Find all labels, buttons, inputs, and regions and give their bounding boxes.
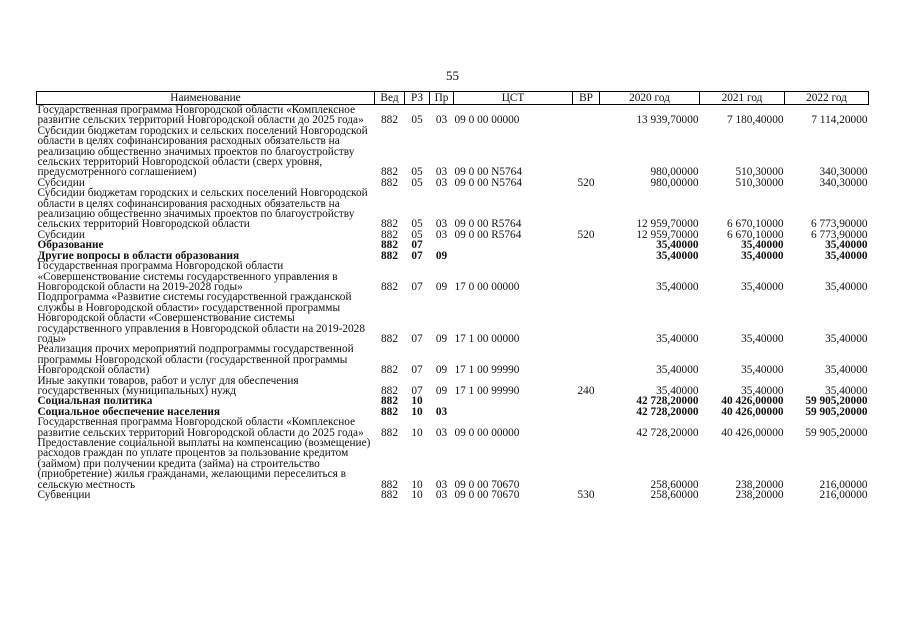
row-vr: 240 <box>577 384 595 397</box>
row-name: Социальная политика <box>37 395 153 408</box>
row-vr <box>573 126 600 178</box>
row-rz: 05 <box>411 166 423 179</box>
row-cst: 17 1 00 99990 <box>454 364 520 377</box>
row-rz: 05 <box>411 114 423 127</box>
row-ved: 882 <box>381 239 398 252</box>
table-row <box>37 438 869 490</box>
row-vr <box>573 417 600 438</box>
table-row <box>37 344 869 375</box>
row-rz: 07 <box>411 280 423 293</box>
row-value-2022: 35,40000 <box>825 384 868 397</box>
row-pr: 09 <box>435 384 448 397</box>
row-cst: 09 0 00 R5764 <box>454 228 522 241</box>
row-cst: 09 0 00 R5764 <box>454 218 522 231</box>
row-value-2020: 258,60000 <box>650 489 699 502</box>
row-cst: 09 0 00 N5764 <box>454 176 522 189</box>
row-value-2020: 980,00000 <box>650 166 699 179</box>
row-cst: 17 1 00 00000 <box>454 332 520 345</box>
row-name: Подпрограмма «Развитие системы государственной гражданской службы в Новгородской области» государственной программы Новгородской области «Совершенствование системы государственного управления в Новгородской области на 2019-2028 годы» <box>37 291 365 345</box>
table-body <box>37 105 869 501</box>
row-value-2022: 59 905,20000 <box>805 405 868 418</box>
row-value-2021: 6 670,10000 <box>727 218 784 231</box>
table-row <box>37 490 869 500</box>
row-cst: 17 0 00 00000 <box>454 280 520 293</box>
row-value-2021: 510,30000 <box>735 176 784 189</box>
row-pr: 03 <box>435 426 448 439</box>
row-rz: 10 <box>411 426 423 439</box>
row-name: Государственная программа Новгородской области «Комплексное развитие сельских территорий Новгородской области до 2025 года» <box>37 104 364 127</box>
row-value-2020: 12 959,70000 <box>636 218 699 231</box>
row-ved: 882 <box>381 114 398 127</box>
row-name: Иные закупки товаров, работ и услуг для обеспечения государственных (муниципальных) нужд <box>37 374 299 397</box>
row-cst <box>454 251 573 261</box>
row-value-2021: 35,40000 <box>741 384 784 397</box>
row-value-2020: 35,40000 <box>656 332 699 345</box>
row-rz: 07 <box>411 332 423 345</box>
row-name: Реализация прочих мероприятий подпрограммы государственной программы Новгородской области (государственной программы Новгородской области) <box>37 343 354 377</box>
table-row <box>37 292 869 344</box>
row-value-2021: 6 670,10000 <box>727 228 784 241</box>
row-value-2020: 258,60000 <box>650 478 699 491</box>
row-value-2020: 35,40000 <box>656 280 699 293</box>
row-value-2022: 340,30000 <box>819 166 868 179</box>
row-vr <box>573 188 600 230</box>
table-header-row <box>37 92 869 105</box>
row-rz: 05 <box>411 176 423 189</box>
row-ved: 882 <box>381 489 398 502</box>
row-pr: 03 <box>435 114 448 127</box>
row-cst: 09 0 00 70670 <box>454 478 520 491</box>
row-value-2021: 238,20000 <box>735 489 784 502</box>
row-value-2021: 35,40000 <box>741 280 784 293</box>
header-2022: 2022 год <box>785 92 869 105</box>
row-name: Социальное обеспечение населения <box>37 405 220 418</box>
row-pr: 09 <box>435 280 448 293</box>
table-row <box>37 188 869 230</box>
row-cst <box>454 407 573 417</box>
row-rz: 07 <box>411 364 423 377</box>
row-value-2022: 216,00000 <box>819 478 868 491</box>
row-name: Государственная программа Новгородской области «Совершенствование системы государственного управления в Новгородской области на 2019-2028 годы» <box>37 260 338 293</box>
row-pr: 03 <box>435 166 448 179</box>
row-cst: 09 0 00 70670 <box>454 489 520 502</box>
row-name: Образование <box>37 239 104 252</box>
row-rz: 07 <box>411 249 423 262</box>
row-cst: 09 0 00 00000 <box>454 426 520 439</box>
row-value-2022: 6 773,90000 <box>811 228 868 241</box>
row-vr <box>573 344 600 375</box>
row-ved: 882 <box>381 405 398 418</box>
header-vr: ВР <box>573 92 600 105</box>
row-ved: 882 <box>381 384 398 397</box>
row-rz: 10 <box>411 489 423 502</box>
row-vr <box>573 407 600 417</box>
row-name: Другие вопросы в области образования <box>37 249 240 262</box>
header-pr: Пр <box>430 92 454 105</box>
row-value-2020: 42 728,20000 <box>636 405 699 418</box>
row-ved: 882 <box>381 249 398 262</box>
row-name: Субсидии <box>37 228 85 241</box>
header-cst: ЦСТ <box>454 92 573 105</box>
row-cst: 17 1 00 99990 <box>454 384 520 397</box>
row-value-2020: 12 959,70000 <box>636 228 699 241</box>
row-value-2022: 35,40000 <box>825 280 868 293</box>
row-pr: 03 <box>435 478 448 491</box>
row-value-2022: 59 905,20000 <box>805 395 868 408</box>
row-value-2021: 510,30000 <box>735 166 784 179</box>
row-value-2022: 6 773,90000 <box>811 218 868 231</box>
row-ved: 882 <box>381 426 398 439</box>
row-vr <box>573 240 600 250</box>
row-ved: 882 <box>381 166 398 179</box>
row-cst <box>454 396 573 406</box>
row-value-2021: 238,20000 <box>735 478 784 491</box>
row-value-2022: 35,40000 <box>825 249 868 262</box>
table-row <box>37 126 869 178</box>
row-ved: 882 <box>381 395 398 408</box>
row-value-2020: 35,40000 <box>656 249 699 262</box>
row-ved: 882 <box>381 364 398 377</box>
row-value-2021: 40 426,00000 <box>721 426 784 439</box>
row-value-2020: 35,40000 <box>656 239 699 252</box>
row-value-2021: 40 426,00000 <box>721 405 784 418</box>
row-ved: 882 <box>381 176 398 189</box>
row-value-2020: 35,40000 <box>656 364 699 377</box>
row-pr: 03 <box>435 489 448 502</box>
row-value-2020: 13 939,70000 <box>636 114 699 127</box>
row-value-2022: 7 114,20000 <box>811 114 868 127</box>
row-ved: 882 <box>381 228 398 241</box>
row-rz: 05 <box>411 228 423 241</box>
table-row <box>37 376 869 397</box>
row-pr: 09 <box>435 332 448 345</box>
row-vr <box>573 438 600 490</box>
header-name: Наименование <box>37 92 375 105</box>
row-pr: 03 <box>435 405 448 418</box>
row-value-2021: 40 426,00000 <box>721 395 784 408</box>
row-pr: 09 <box>435 364 448 377</box>
row-rz: 07 <box>411 239 423 252</box>
row-value-2020: 980,00000 <box>650 176 699 189</box>
row-name: Субсидии бюджетам городских и сельских поселений Новгородской области в целях софинансирования расходных обязательств на реализацию общественно значимых проектов по благоустройству сельских территорий Новгородской области (сверх уровня, предусмотренного соглашением) <box>37 124 368 179</box>
table-row <box>37 261 869 292</box>
row-value-2021: 35,40000 <box>741 249 784 262</box>
row-vr <box>573 105 600 126</box>
row-value-2022: 35,40000 <box>825 332 868 345</box>
row-pr: 03 <box>435 218 448 231</box>
row-name: Предоставление социальной выплаты на компенсацию (возмещение) расходов граждан по уплате процентов за пользование кредитом (займом) при получении кредита (займа) на строительство (приобретение) жилья гражданами, желающими переселиться в сельскую местность <box>37 437 371 491</box>
row-ved: 882 <box>381 332 398 345</box>
row-value-2022: 216,00000 <box>819 489 868 502</box>
row-value-2020: 35,40000 <box>656 384 699 397</box>
row-vr: 520 <box>577 176 595 189</box>
table-row <box>37 105 869 126</box>
row-value-2022: 340,30000 <box>819 176 868 189</box>
row-name: Субсидии бюджетам городских и сельских поселений Новгородской области в целях софинансирования расходных обязательств на реализацию общественно значимых проектов по благоустройству сельских территорий Новгородской области <box>37 187 368 231</box>
row-vr <box>573 261 600 292</box>
header-2021: 2021 год <box>700 92 785 105</box>
row-rz: 10 <box>411 395 423 408</box>
row-cst: 09 0 00 00000 <box>454 114 520 127</box>
row-value-2022: 59 905,20000 <box>805 426 868 439</box>
row-value-2020: 42 728,20000 <box>636 395 699 408</box>
row-vr <box>573 251 600 261</box>
row-ved: 882 <box>381 280 398 293</box>
header-rz: РЗ <box>405 92 430 105</box>
row-vr <box>573 292 600 344</box>
row-value-2021: 35,40000 <box>741 239 784 252</box>
row-value-2021: 7 180,40000 <box>727 114 784 127</box>
row-value-2021: 35,40000 <box>741 364 784 377</box>
table-row <box>37 417 869 438</box>
row-value-2020: 42 728,20000 <box>636 426 699 439</box>
row-rz: 10 <box>411 405 423 418</box>
row-cst: 09 0 00 N5764 <box>454 166 522 179</box>
row-rz: 05 <box>411 218 423 231</box>
row-value-2022: 35,40000 <box>825 239 868 252</box>
row-rz: 10 <box>411 478 423 491</box>
row-cst <box>454 240 573 250</box>
row-vr <box>573 396 600 406</box>
row-vr: 530 <box>577 489 595 502</box>
row-vr: 520 <box>577 228 595 241</box>
row-name: Субвенции <box>37 489 91 502</box>
row-value-2021: 35,40000 <box>741 332 784 345</box>
header-ved: Вед <box>375 92 405 105</box>
budget-table <box>36 91 869 500</box>
row-ved: 882 <box>381 478 398 491</box>
row-name: Субсидии <box>37 176 85 189</box>
row-pr: 03 <box>435 176 448 189</box>
row-pr: 03 <box>435 228 448 241</box>
row-ved: 882 <box>381 218 398 231</box>
row-rz: 07 <box>411 384 423 397</box>
row-name: Государственная программа Новгородской области «Комплексное развитие сельских территорий Новгородской области до 2025 года» <box>37 416 364 439</box>
row-value-2022: 35,40000 <box>825 364 868 377</box>
header-2020: 2020 год <box>600 92 700 105</box>
row-pr: 09 <box>435 249 448 262</box>
page-number: 55 <box>446 68 459 83</box>
